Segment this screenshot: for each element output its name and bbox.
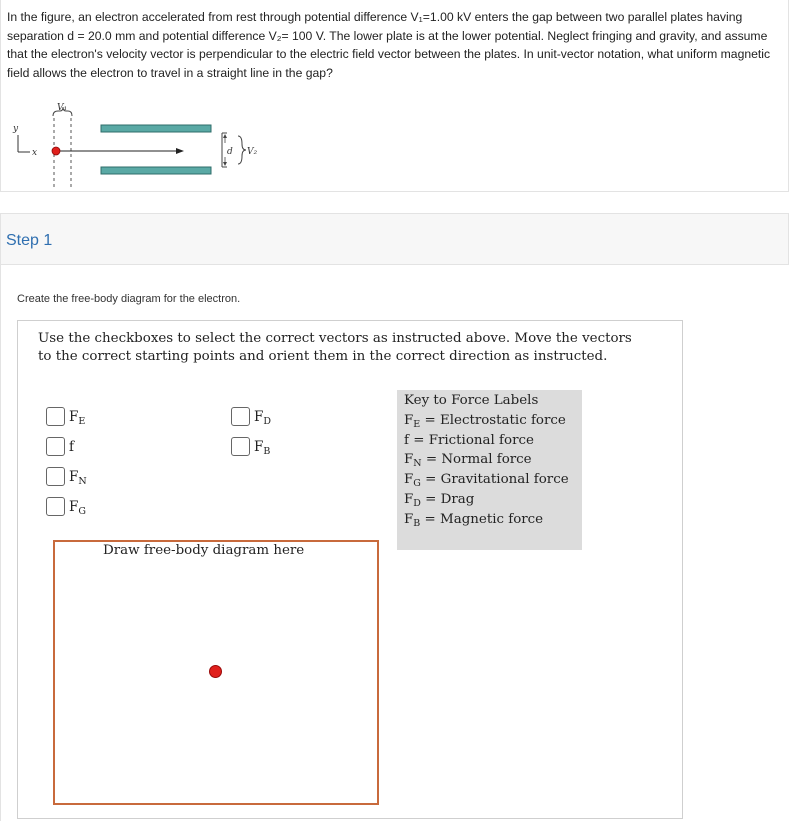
checkbox-fd-box[interactable] — [231, 407, 250, 426]
checkbox-fg[interactable] — [46, 497, 86, 516]
problem-figure — [8, 100, 278, 190]
force-key-item: $F_G$ = Gravitational force — [404, 472, 569, 489]
checkbox-fe-box[interactable] — [46, 407, 65, 426]
problem-text: In the figure, an electron accelerated from rest through potential difference V₁=1.00 kV enters the gap between two parallel plates having separation d = 20.0 mm and potential difference V₂= 100 V. The lower plate is at the lower potential. Neglect fringing and gravity, and assume that the electron's velocity vector is perpendicular to the electric field vector between the plates. In unit-vector notation, what uniform magnetic field allows the electron to travel in a straight line in the gap? — [7, 10, 771, 80]
panel-instructions: Use the checkboxes to select the correct vectors as instructed above. Move the vectors to the correct starting points and orient them in the correct direction as instructed. — [38, 331, 632, 364]
checkbox-fb[interactable] — [231, 437, 270, 456]
instruction-text: Create the free-body diagram for the electron. — [17, 293, 241, 305]
v1-label: V₁ — [57, 103, 68, 113]
step-label: Step 1 — [6, 232, 53, 249]
checkbox-fn-label: $F_N$ — [69, 468, 87, 487]
step-header — [0, 213, 789, 265]
checkbox-fb-label: $F_B$ — [254, 438, 271, 457]
checkbox-fg-label: $F_G$ — [69, 498, 86, 517]
checkbox-fe[interactable] — [46, 407, 85, 426]
x-axis-label: x — [32, 148, 38, 158]
force-key — [397, 390, 582, 550]
force-key-title: Key to Force Labels — [404, 393, 539, 408]
upper-plate — [101, 125, 211, 132]
checkbox-fn-box[interactable] — [46, 467, 65, 486]
force-key-item: $F_N$ = Normal force — [404, 452, 532, 469]
checkbox-f[interactable] — [46, 437, 74, 456]
checkbox-fn[interactable] — [46, 467, 87, 486]
y-axis-label: y — [13, 124, 19, 134]
d-label: d — [227, 147, 233, 157]
velocity-arrow-icon — [58, 148, 184, 154]
checkbox-fd-label: $F_D$ — [254, 408, 271, 427]
force-key-item: $F_D$ = Drag — [404, 492, 475, 509]
canvas-label: Draw free-body diagram here — [103, 543, 305, 558]
checkbox-fe-label: $F_E$ — [69, 408, 86, 427]
checkbox-f-box[interactable] — [46, 437, 65, 456]
checkbox-fd[interactable] — [231, 407, 271, 426]
checkbox-fg-box[interactable] — [46, 497, 65, 516]
checkbox-f-label: f — [69, 438, 74, 455]
checkbox-fb-box[interactable] — [231, 437, 250, 456]
force-key-item: $F_B$ = Magnetic force — [404, 512, 544, 529]
v2-label: V₂ — [247, 147, 258, 157]
force-key-item: f = Frictional force — [404, 433, 534, 448]
force-key-item: $F_E$ = Electrostatic force — [404, 413, 566, 430]
gap-bracket — [222, 133, 257, 167]
accelerator-region — [53, 103, 72, 188]
electron-point-icon — [209, 665, 222, 678]
axes-icon — [12, 124, 37, 158]
electron-icon — [52, 147, 60, 155]
lower-plate — [101, 167, 211, 174]
